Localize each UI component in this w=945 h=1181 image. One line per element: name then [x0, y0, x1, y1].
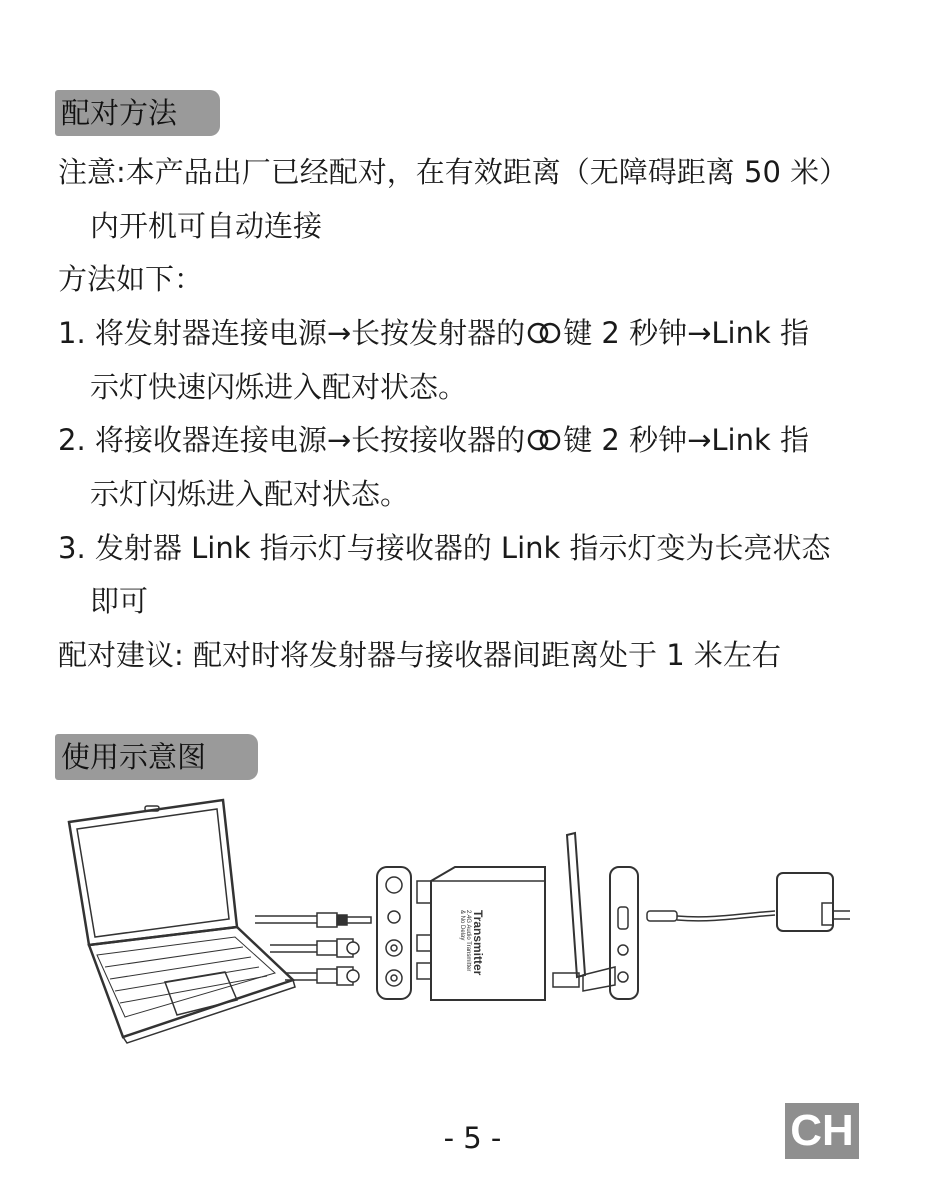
usage-diagram: [55, 795, 855, 1050]
page-number: - 5 -: [443, 1121, 502, 1155]
transmitter-side-panel: [583, 867, 638, 999]
laptop-illustration: [69, 800, 295, 1043]
power-adapter-icon: [647, 873, 850, 931]
step-1-line-2: 示灯快速闪烁进入配对状态。: [90, 370, 468, 404]
step-2-text-a: 2. 将接收器连接电源→长按接收器的: [58, 423, 526, 457]
step-2-line-1: [58, 420, 809, 463]
link-chain-icon: [525, 423, 563, 463]
section-title-diagram: 使用示意图: [55, 734, 258, 780]
step-3-line-1: 3. 发射器 Link 指示灯与接收器的 Link 指示灯变为长亮状态: [58, 531, 831, 565]
step-1-text-a: 1. 将发射器连接电源→长按发射器的: [58, 316, 526, 350]
transmitter-brand-label: Transmitter: [471, 910, 485, 976]
step-2-line-2: 示灯闪烁进入配对状态。: [90, 477, 410, 511]
section-title-pairing: 配对方法: [55, 90, 220, 136]
step-1-line-1: [58, 313, 809, 356]
transmitter-rear-panel: [377, 867, 411, 999]
transmitter-sub-label-2: & No Delay: [459, 910, 465, 941]
antenna-icon: [553, 833, 585, 987]
notice-line-2: 内开机可自动连接: [90, 209, 323, 243]
pairing-suggestion: 配对建议: 配对时将发射器与接收器间距离处于 1 米左右: [58, 638, 781, 672]
notice-line-1: 注意:本产品出厂已经配对，在有效距离（无障碍距离 50 米）: [58, 155, 849, 189]
method-intro: 方法如下：: [58, 262, 204, 296]
transmitter-sub-label-1: 2.4G Audio Transmitter: [465, 910, 471, 972]
step-3-line-2: 即可: [90, 584, 149, 618]
step-2-text-b: 键 2 秒钟→Link 指: [563, 423, 809, 457]
language-badge: CH: [785, 1103, 859, 1159]
link-chain-icon: [525, 316, 563, 356]
step-1-text-b: 键 2 秒钟→Link 指: [563, 316, 809, 350]
